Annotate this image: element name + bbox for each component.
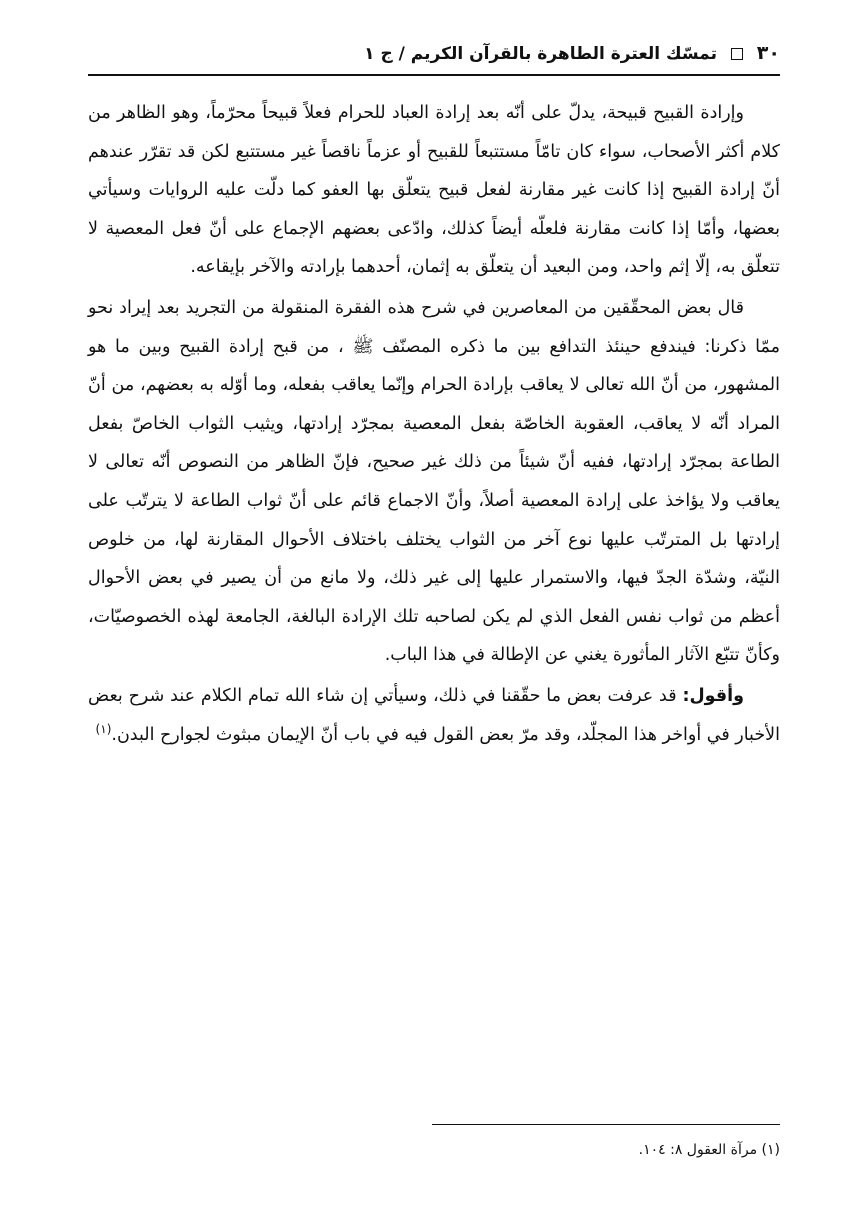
paragraph-lead: وأقول: bbox=[682, 685, 744, 706]
paragraph-3-text: قد عرفت بعض ما حقّقنا في ذلك، وسيأتي إن شاء الله تمام الكلام عند شرح بعض الأخبار في أواخر هذا المجلّد، وقد مرّ بعض القول فيه في باب أنّ الإيمان مبثوث لجوارح البدن. bbox=[88, 685, 780, 745]
square-separator-icon bbox=[731, 48, 743, 60]
header-rule bbox=[88, 74, 780, 76]
paragraph-3 bbox=[88, 677, 780, 754]
running-title: تمسّك العترة الطاهرة بالقرآن الكريم / ج ١ bbox=[364, 44, 717, 64]
body-text bbox=[88, 94, 780, 754]
paragraph-1: وإرادة القبيح قبيحة، يدلّ على أنّه بعد إرادة العباد للحرام فعلاً قبيحاً محرّماً، وهو الظاهر من كلام أكثر الأصحاب، سواء كان تامّاً مستتبعاً للقبيح أو عزماً ناقصاً غير مستتبع لكن قد تقرّر عندهم أنّ إرادة القبيح إذا كانت غير مقارنة لفعل قبيح يتعلّق بها العفو كما دلّت عليه الروايات وسيأتي بعضها، وأمّا إذا كانت مقارنة فلعلّه أيضاً كذلك، وادّعى بعضهم الإجماع على أنّ فعل المعصية لا تتعلّق به، إلّا إثم واحد، ومن البعيد أن يتعلّق به إثمان، أحدهما بإرادته والآخر بإيقاعه. bbox=[88, 103, 780, 278]
page-number: ٣٠ bbox=[756, 42, 780, 64]
footnote-rule bbox=[432, 1124, 780, 1125]
footnote-reference: (١) bbox=[95, 721, 112, 736]
running-header bbox=[88, 36, 780, 70]
footnote: (١) مرآة العقول ٨: ١٠٤. bbox=[638, 1142, 780, 1158]
paragraph-2: قال بعض المحقّقين من المعاصرين في شرح هذه الفقرة المنقولة من التجريد بعد إيراد نحو ممّا ذكرنا: فيندفع حينئذ التدافع بين ما ذكره المصنّف ﷺ ، من قبح إرادة القبيح وبين ما هو المشهور، من أنّ الله تعالى لا يعاقب بإرادة الحرام وإنّما يعاقب بفعله، وما أوّله به بعضهم، من أنّ المراد أنّه لا يعاقب، العقوبة الخاصّة بفعل المعصية بمجرّد إرادتها، ويثيب الثواب الخاصّ بفعل الطاعة بمجرّد إرادتها، ففيه أنّ شيئاً من ذلك غير صحيح، فإنّ الظاهر من النصوص أنّه تعالى لا يعاقب ولا يؤاخذ على إرادة المعصية أصلاً، وأنّ الاجماع قائم على أنّ ثواب الطاعة لا يترتّب على إرادتها بل المترتّب عليها نوع آخر من الثواب يختلف باختلاف الأحوال المقارنة لها، من خلوص النيّة، وشدّة الجدّ فيها، والاستمرار عليها إلى غير ذلك، ولا مانع من أن يصير في بعض الأحوال أعظم من ثواب نفس الفعل الذي لم يكن لصاحبه تلك الإرادة البالغة، الجامعة لهذه الخصوصيّات، وكأنّ تتبّع الآثار المأثورة يغني عن الإطالة في هذا الباب. bbox=[88, 297, 780, 666]
